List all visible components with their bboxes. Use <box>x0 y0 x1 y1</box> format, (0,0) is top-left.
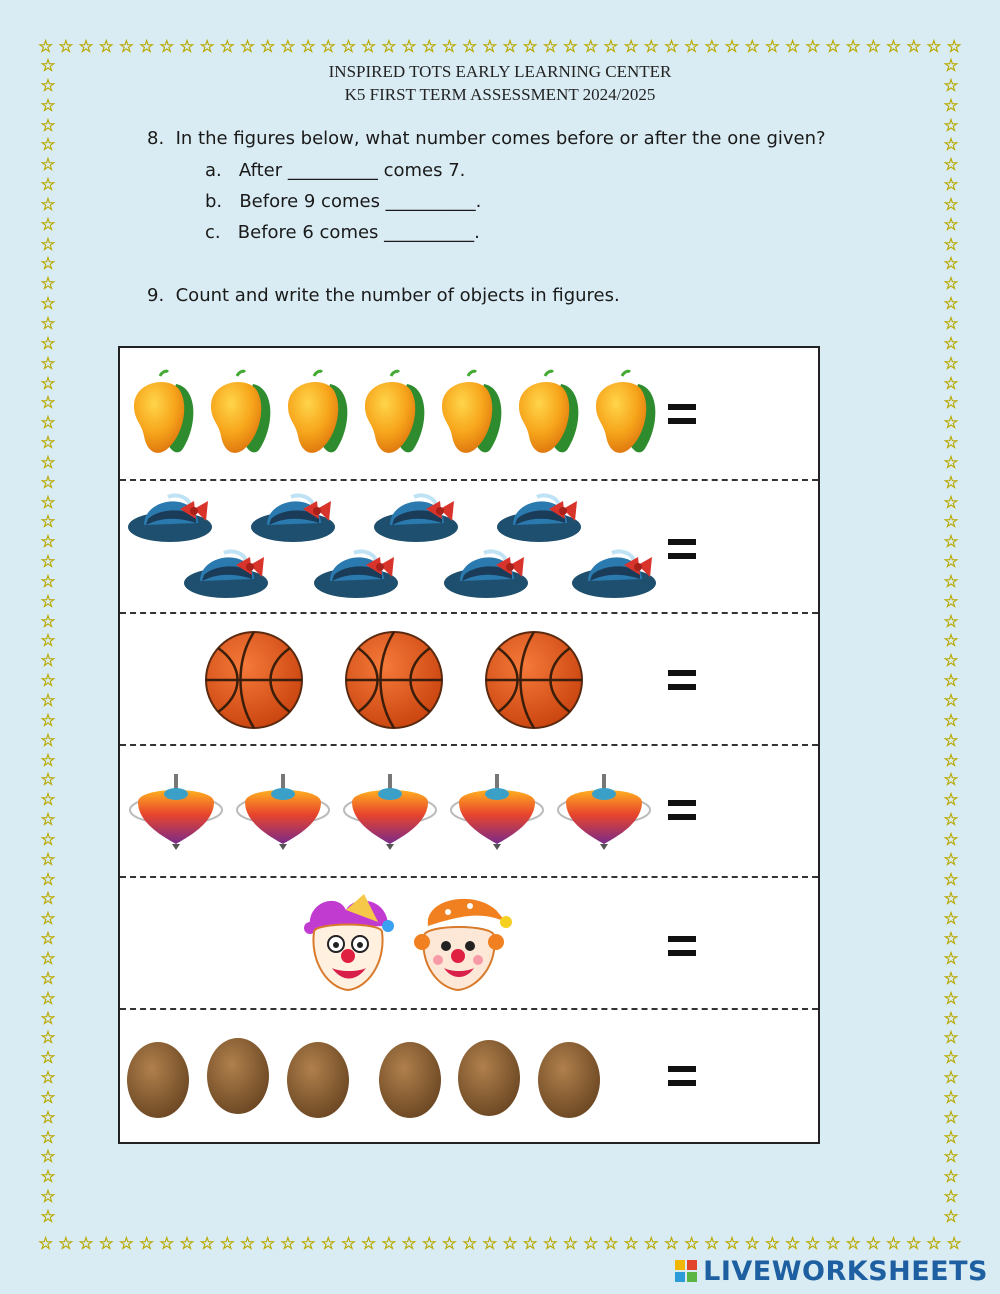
star-icon: ☆ <box>805 36 821 57</box>
figure-row-hats <box>120 481 818 613</box>
star-icon: ☆ <box>40 274 56 295</box>
star-icon: ☆ <box>40 234 56 255</box>
star-icon: ☆ <box>40 651 56 672</box>
star-icon: ☆ <box>159 1233 175 1254</box>
star-icon: ☆ <box>943 1187 959 1208</box>
figure-row-mangos <box>120 348 818 480</box>
star-icon: ☆ <box>179 36 195 57</box>
star-icon: ☆ <box>340 1233 357 1254</box>
star-icon: ☆ <box>943 611 959 632</box>
star-icon: ☆ <box>943 730 959 751</box>
star-icon: ☆ <box>300 1233 316 1254</box>
star-icon: ☆ <box>461 36 478 57</box>
star-icon: ☆ <box>943 333 959 354</box>
star-icon: ☆ <box>943 869 959 890</box>
star-icon: ☆ <box>40 810 56 831</box>
star-icon: ☆ <box>40 750 56 771</box>
star-icon: ☆ <box>943 274 959 295</box>
star-icon: ☆ <box>845 1233 861 1254</box>
star-icon: ☆ <box>943 492 959 513</box>
star-icon: ☆ <box>805 1233 821 1254</box>
star-icon: ☆ <box>199 1233 215 1254</box>
star-icon: ☆ <box>40 532 56 553</box>
star-icon: ☆ <box>40 909 56 930</box>
star-icon: ☆ <box>58 36 74 57</box>
clown-face-icon <box>414 899 512 990</box>
star-icon: ☆ <box>744 1233 760 1254</box>
egg-icon <box>458 1040 520 1116</box>
star-icon: ☆ <box>943 651 959 672</box>
brand-name: LIVEWORKSHEETS <box>703 1255 988 1287</box>
star-icon: ☆ <box>340 36 357 57</box>
star-icon: ☆ <box>946 36 962 57</box>
equals-sign <box>668 670 696 690</box>
star-icon: ☆ <box>179 1233 195 1254</box>
star-icon: ☆ <box>40 929 56 950</box>
star-icon: ☆ <box>943 691 959 711</box>
star-icon: ☆ <box>219 1233 235 1254</box>
star-icon: ☆ <box>78 1233 94 1254</box>
star-icon: ☆ <box>943 472 959 493</box>
egg-icon <box>379 1042 441 1118</box>
question-8-item-c[interactable]: c. Before 6 comes __________. <box>205 222 480 243</box>
mango-icon <box>288 371 347 453</box>
star-icon: ☆ <box>40 333 56 354</box>
star-icon: ☆ <box>943 353 959 374</box>
star-icon: ☆ <box>943 849 959 870</box>
star-icon: ☆ <box>943 532 959 553</box>
star-icon: ☆ <box>943 571 959 592</box>
star-icon: ☆ <box>361 36 377 57</box>
star-icon: ☆ <box>643 36 659 57</box>
star-icon: ☆ <box>118 1233 134 1254</box>
star-icon: ☆ <box>784 1233 801 1254</box>
mango-icon <box>211 371 270 453</box>
star-icon: ☆ <box>40 611 56 632</box>
star-icon: ☆ <box>943 671 959 692</box>
star-icon: ☆ <box>926 36 942 57</box>
star-icon: ☆ <box>40 591 56 612</box>
star-icon: ☆ <box>943 1206 959 1227</box>
star-icon: ☆ <box>40 452 56 473</box>
question-8-item-a[interactable]: a. After __________ comes 7. <box>205 160 466 181</box>
star-icon: ☆ <box>643 1233 659 1254</box>
star-icon: ☆ <box>744 36 760 57</box>
hat-icon <box>314 551 398 598</box>
star-icon: ☆ <box>885 36 902 57</box>
logo-tiles-icon <box>675 1260 697 1282</box>
star-icon: ☆ <box>40 353 56 374</box>
star-icon: ☆ <box>684 1233 700 1254</box>
star-border-top <box>38 36 962 58</box>
star-icon: ☆ <box>603 36 619 57</box>
equals-sign <box>668 539 696 559</box>
star-icon: ☆ <box>943 829 959 850</box>
star-icon: ☆ <box>40 492 56 513</box>
star-icon: ☆ <box>943 214 959 235</box>
star-icon: ☆ <box>482 36 498 57</box>
basketball-icon <box>346 632 442 728</box>
star-icon: ☆ <box>943 1008 959 1029</box>
star-icon: ☆ <box>663 36 680 57</box>
mango-icon <box>365 371 424 453</box>
star-icon: ☆ <box>943 313 959 334</box>
basketball-icon-group <box>204 630 594 730</box>
liveworksheets-logo[interactable] <box>675 1254 988 1288</box>
star-icon: ☆ <box>239 36 256 57</box>
star-icon: ☆ <box>943 452 959 473</box>
hat-icon <box>374 495 458 542</box>
star-icon: ☆ <box>943 413 959 434</box>
star-icon: ☆ <box>159 36 175 57</box>
star-icon: ☆ <box>40 671 56 692</box>
star-icon: ☆ <box>40 95 56 116</box>
spinning-top-icon <box>558 774 650 850</box>
question-8-item-b[interactable]: b. Before 9 comes __________. <box>205 191 482 212</box>
equals-sign <box>668 800 696 820</box>
star-icon: ☆ <box>199 36 215 57</box>
star-icon: ☆ <box>562 1233 579 1254</box>
star-icon: ☆ <box>260 1233 276 1254</box>
star-icon: ☆ <box>40 631 56 652</box>
hat-icon <box>572 551 656 598</box>
mango-icon <box>519 371 578 453</box>
school-name: INSPIRED TOTS EARLY LEARNING CENTER <box>328 62 672 81</box>
figure-row-clowns <box>120 878 818 1010</box>
star-icon: ☆ <box>40 691 56 711</box>
star-icon: ☆ <box>361 1233 377 1254</box>
star-icon: ☆ <box>40 512 56 533</box>
star-icon: ☆ <box>482 1233 498 1254</box>
star-icon: ☆ <box>40 175 56 196</box>
mango-icon-group <box>126 366 666 462</box>
star-icon: ☆ <box>943 135 959 156</box>
mango-icon <box>442 371 501 453</box>
spinning-top-icon-group <box>126 772 666 852</box>
question-9-prompt: 9. Count and write the number of objects in figures. <box>147 285 620 306</box>
star-icon: ☆ <box>40 988 56 1009</box>
star-icon: ☆ <box>943 968 959 989</box>
star-icon: ☆ <box>40 968 56 989</box>
figure-row-spinning-tops <box>120 746 818 878</box>
star-icon: ☆ <box>943 254 959 275</box>
star-icon: ☆ <box>943 790 959 811</box>
star-icon: ☆ <box>784 36 801 57</box>
star-icon: ☆ <box>943 948 959 969</box>
star-icon: ☆ <box>40 393 56 414</box>
star-icon: ☆ <box>40 56 56 76</box>
star-icon: ☆ <box>943 552 959 573</box>
egg-icon-group <box>126 1038 606 1122</box>
star-icon: ☆ <box>118 36 134 57</box>
clown-face-icon <box>304 894 394 990</box>
star-icon: ☆ <box>40 730 56 751</box>
mango-icon <box>134 371 193 453</box>
star-icon: ☆ <box>764 1233 780 1254</box>
star-icon: ☆ <box>40 552 56 573</box>
star-icon: ☆ <box>40 1107 56 1128</box>
star-icon: ☆ <box>583 1233 599 1254</box>
star-icon: ☆ <box>40 433 56 454</box>
star-icon: ☆ <box>40 1167 56 1188</box>
star-icon: ☆ <box>421 36 437 57</box>
star-icon: ☆ <box>943 373 959 394</box>
star-icon: ☆ <box>40 194 56 215</box>
star-icon: ☆ <box>502 36 518 57</box>
star-icon: ☆ <box>40 1028 56 1049</box>
hat-icon-group <box>128 487 668 611</box>
hat-icon <box>128 495 212 542</box>
star-icon: ☆ <box>40 313 56 334</box>
egg-icon <box>207 1038 269 1114</box>
star-icon: ☆ <box>943 1167 959 1188</box>
star-icon: ☆ <box>562 36 579 57</box>
star-icon: ☆ <box>865 36 881 57</box>
star-icon: ☆ <box>943 988 959 1009</box>
star-icon: ☆ <box>280 36 296 57</box>
star-icon: ☆ <box>260 36 276 57</box>
mango-icon <box>596 371 655 453</box>
star-icon: ☆ <box>138 36 155 57</box>
star-icon: ☆ <box>40 373 56 394</box>
star-icon: ☆ <box>583 36 599 57</box>
star-icon: ☆ <box>40 214 56 235</box>
star-icon: ☆ <box>239 1233 256 1254</box>
star-icon: ☆ <box>461 1233 478 1254</box>
spinning-top-icon <box>237 774 329 850</box>
star-icon: ☆ <box>78 36 94 57</box>
star-icon: ☆ <box>943 631 959 652</box>
star-icon: ☆ <box>943 810 959 831</box>
star-icon: ☆ <box>943 433 959 454</box>
star-icon: ☆ <box>38 36 54 57</box>
star-icon: ☆ <box>943 889 959 910</box>
star-icon: ☆ <box>219 36 235 57</box>
star-icon: ☆ <box>381 36 397 57</box>
star-icon: ☆ <box>40 849 56 870</box>
star-icon: ☆ <box>401 1233 417 1254</box>
star-icon: ☆ <box>943 512 959 533</box>
star-icon: ☆ <box>40 829 56 850</box>
star-icon: ☆ <box>40 155 56 176</box>
star-icon: ☆ <box>40 413 56 434</box>
star-icon: ☆ <box>40 1008 56 1029</box>
star-icon: ☆ <box>40 1187 56 1208</box>
star-icon: ☆ <box>280 1233 296 1254</box>
star-icon: ☆ <box>441 36 457 57</box>
star-icon: ☆ <box>704 1233 720 1254</box>
star-icon: ☆ <box>40 115 56 136</box>
star-icon: ☆ <box>943 194 959 215</box>
star-icon: ☆ <box>603 1233 619 1254</box>
hat-icon <box>251 495 335 542</box>
figure-row-eggs <box>120 1010 818 1142</box>
spinning-top-icon <box>344 774 436 850</box>
star-icon: ☆ <box>943 393 959 414</box>
star-icon: ☆ <box>40 889 56 910</box>
star-icon: ☆ <box>943 234 959 255</box>
star-border-bottom <box>38 1233 962 1255</box>
spinning-top-icon <box>130 774 222 850</box>
star-icon: ☆ <box>943 75 959 96</box>
worksheet-header <box>0 56 1000 106</box>
star-icon: ☆ <box>946 1233 962 1254</box>
star-icon: ☆ <box>320 1233 336 1254</box>
star-icon: ☆ <box>40 770 56 791</box>
egg-icon <box>287 1042 349 1118</box>
basketball-icon <box>206 632 302 728</box>
star-icon: ☆ <box>943 155 959 176</box>
star-icon: ☆ <box>40 948 56 969</box>
star-icon: ☆ <box>865 1233 881 1254</box>
star-icon: ☆ <box>381 1233 397 1254</box>
spinning-top-icon <box>451 774 543 850</box>
star-icon: ☆ <box>825 36 841 57</box>
star-icon: ☆ <box>943 1147 959 1168</box>
figure-row-basketballs <box>120 614 818 746</box>
star-icon: ☆ <box>58 1233 74 1254</box>
star-icon: ☆ <box>320 36 336 57</box>
star-icon: ☆ <box>943 710 959 731</box>
star-icon: ☆ <box>943 95 959 116</box>
star-icon: ☆ <box>885 1233 902 1254</box>
star-icon: ☆ <box>943 175 959 196</box>
star-icon: ☆ <box>943 1087 959 1108</box>
assessment-title: K5 FIRST TERM ASSESSMENT 2024/2025 <box>344 85 656 104</box>
star-icon: ☆ <box>943 591 959 612</box>
star-icon: ☆ <box>623 36 639 57</box>
equals-sign <box>668 404 696 424</box>
star-icon: ☆ <box>906 1233 922 1254</box>
star-icon: ☆ <box>943 115 959 136</box>
star-icon: ☆ <box>40 472 56 493</box>
star-icon: ☆ <box>943 770 959 791</box>
hat-icon <box>184 551 268 598</box>
star-icon: ☆ <box>943 750 959 771</box>
star-border-right <box>940 58 962 1226</box>
star-icon: ☆ <box>40 790 56 811</box>
star-icon: ☆ <box>542 36 558 57</box>
star-icon: ☆ <box>40 1147 56 1168</box>
star-icon: ☆ <box>943 1107 959 1128</box>
star-icon: ☆ <box>40 1087 56 1108</box>
star-icon: ☆ <box>943 909 959 930</box>
star-icon: ☆ <box>98 1233 114 1254</box>
star-icon: ☆ <box>724 36 740 57</box>
question-8-prompt: 8. In the figures below, what number comes before or after the one given? <box>147 128 826 149</box>
star-icon: ☆ <box>623 1233 639 1254</box>
egg-icon <box>538 1042 600 1118</box>
star-icon: ☆ <box>300 36 316 57</box>
star-icon: ☆ <box>943 56 959 76</box>
star-icon: ☆ <box>40 1048 56 1069</box>
equals-sign <box>668 1066 696 1086</box>
star-icon: ☆ <box>40 571 56 592</box>
star-icon: ☆ <box>926 1233 942 1254</box>
star-icon: ☆ <box>943 1028 959 1049</box>
basketball-icon <box>486 632 582 728</box>
star-icon: ☆ <box>704 36 720 57</box>
star-icon: ☆ <box>684 36 700 57</box>
star-icon: ☆ <box>40 869 56 890</box>
star-icon: ☆ <box>943 1068 959 1089</box>
star-icon: ☆ <box>845 36 861 57</box>
star-icon: ☆ <box>401 36 417 57</box>
star-icon: ☆ <box>724 1233 740 1254</box>
star-icon: ☆ <box>663 1233 680 1254</box>
star-icon: ☆ <box>98 36 114 57</box>
hat-icon <box>497 495 581 542</box>
star-icon: ☆ <box>522 36 538 57</box>
star-icon: ☆ <box>40 135 56 156</box>
star-icon: ☆ <box>522 1233 538 1254</box>
star-icon: ☆ <box>40 1206 56 1227</box>
figures-box <box>118 346 820 1144</box>
star-icon: ☆ <box>943 294 959 315</box>
star-icon: ☆ <box>40 75 56 96</box>
star-icon: ☆ <box>40 710 56 731</box>
equals-sign <box>668 936 696 956</box>
star-icon: ☆ <box>943 1127 959 1148</box>
star-icon: ☆ <box>40 1127 56 1148</box>
star-icon: ☆ <box>138 1233 155 1254</box>
star-icon: ☆ <box>906 36 922 57</box>
star-icon: ☆ <box>441 1233 457 1254</box>
star-icon: ☆ <box>40 254 56 275</box>
egg-icon <box>127 1042 189 1118</box>
star-icon: ☆ <box>38 1233 54 1254</box>
star-icon: ☆ <box>825 1233 841 1254</box>
star-icon: ☆ <box>421 1233 437 1254</box>
star-icon: ☆ <box>542 1233 558 1254</box>
star-icon: ☆ <box>943 929 959 950</box>
star-icon: ☆ <box>943 1048 959 1069</box>
star-icon: ☆ <box>40 1068 56 1089</box>
hat-icon <box>444 551 528 598</box>
star-icon: ☆ <box>40 294 56 315</box>
star-icon: ☆ <box>764 36 780 57</box>
star-icon: ☆ <box>502 1233 518 1254</box>
star-border-left <box>37 58 59 1226</box>
clown-face-icon-group <box>302 892 512 996</box>
